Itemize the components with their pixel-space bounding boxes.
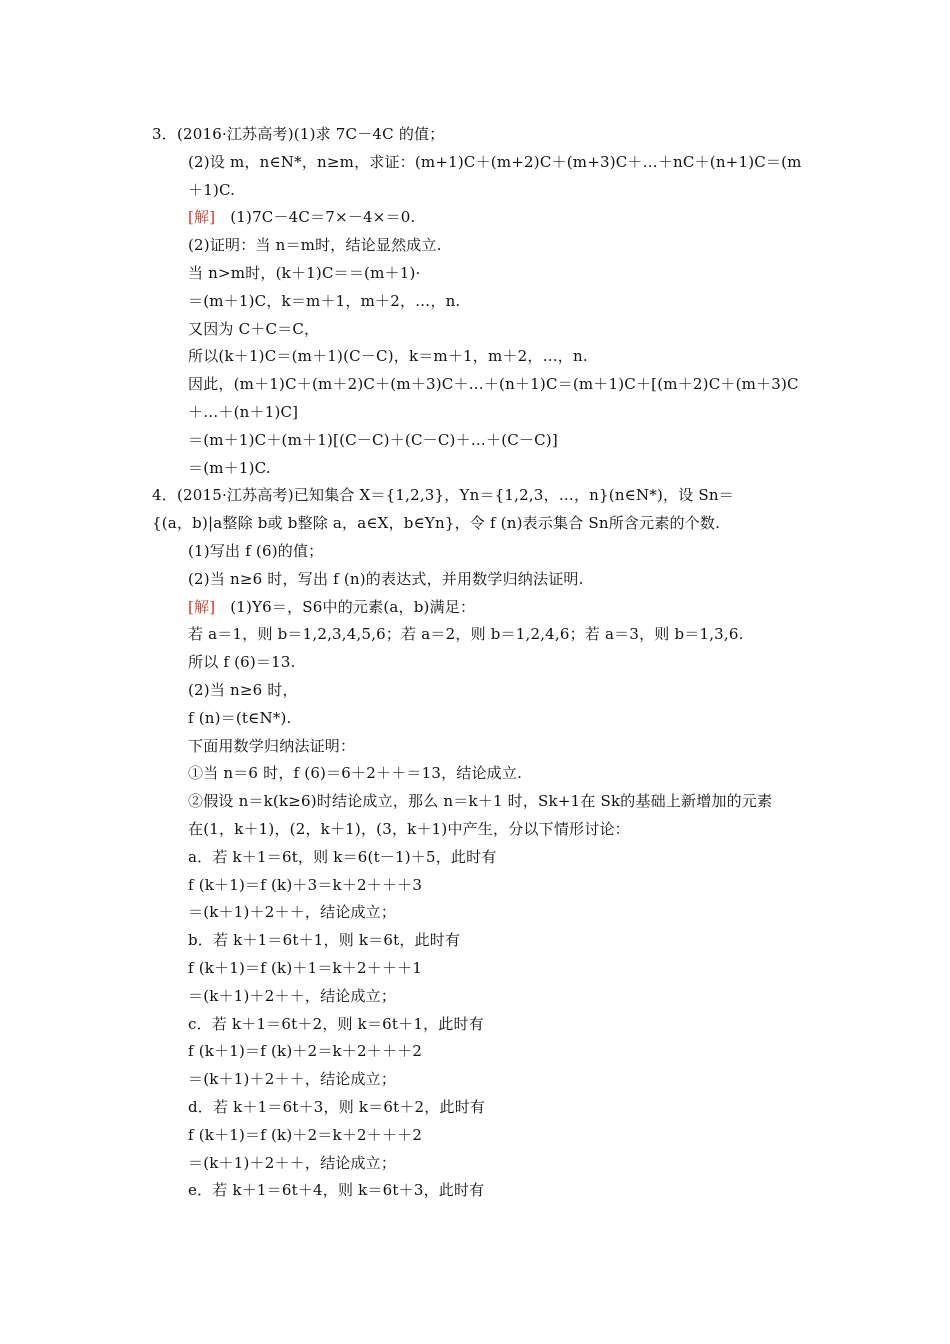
line-text: 下面用数学归纳法证明： [188, 736, 356, 755]
line-text: b．若 k＋1＝6t＋1，则 k＝6t，此时有 [188, 931, 461, 950]
line-text: 因此，(m＋1)C＋(m＋2)C＋(m＋3)C＋…＋(n＋1)C＝(m＋1)C＋[(m＋2)C＋(m＋3)C [188, 375, 799, 394]
line-text: ＝(k＋1)＋2＋＋，结论成立； [188, 1153, 397, 1172]
answer-line [188, 648, 296, 676]
line-text: 若 a＝1，则 b＝1,2,3,4,5,6；若 a＝2，则 b＝1,2,4,6；若 a＝3，则 b＝1,3,6. [188, 625, 744, 644]
line-text: 所以(k＋1)C＝(m＋1)(C－C)，k＝m＋1，m＋2，…，n. [188, 347, 588, 366]
line-text: ＋1)C. [188, 180, 236, 199]
answer-line [188, 676, 298, 704]
line-text: ＝(k＋1)＋2＋＋，结论成立； [188, 903, 397, 922]
line-text: e．若 k＋1＝6t＋4，则 k＝6t＋3，此时有 [188, 1181, 485, 1200]
line-text: ＝(m＋1)C. [188, 458, 271, 477]
answer-line [188, 537, 323, 565]
answer-line [188, 565, 584, 593]
answer-line [188, 1176, 484, 1204]
line-text: f (n)＝(t∈N*). [188, 708, 292, 727]
answer-line [188, 342, 588, 370]
line-text: (2)证明：当 n＝m时，结论显然成立. [188, 236, 442, 255]
answer-line [188, 315, 319, 343]
answer-line [188, 370, 799, 398]
line-text: f (k＋1)＝f (k)＋2＝k＋2＋＋＋2 [188, 1125, 423, 1144]
line-text: ＝(m＋1)C，k＝m＋1，m＋2，…，n. [188, 291, 461, 310]
line-text: f (k＋1)＝f (k)＋2＝k＋2＋＋＋2 [188, 1042, 423, 1061]
line-text: (1)Y6＝，S6中的元素(a，b)满足： [230, 597, 476, 616]
answer-line [188, 620, 744, 648]
answer-line [188, 398, 298, 426]
answer-line [188, 787, 772, 815]
question-line [152, 509, 720, 537]
answer-line [188, 843, 497, 871]
answer-line [188, 259, 420, 287]
line-text: (2)当 n≥6 时，写出 f (n)的表达式，并用数学归纳法证明. [188, 569, 584, 588]
answer-line [188, 1121, 422, 1149]
answer-line [188, 176, 235, 204]
line-text: ＝(k＋1)＋2＋＋，结论成立； [188, 1070, 397, 1089]
line-text: f (k＋1)＝f (k)＋1＝k＋2＋＋＋1 [188, 959, 423, 977]
solution-tag: [解] [188, 208, 216, 227]
line-text: ①当 n＝6 时，f (6)＝6＋2＋＋＝13，结论成立. [188, 764, 523, 783]
line-text: ＝(m＋1)C＋(m＋1)[(C－C)＋(C－C)＋…＋(C－C)] [188, 430, 558, 449]
line-text: a．若 k＋1＝6t，则 k＝6(t－1)＋5，此时有 [188, 847, 497, 866]
answer-line [188, 815, 630, 843]
answer-line [188, 203, 415, 231]
line-text: ②假设 n＝k(k≥6)时结论成立，那么 n＝k＋1 时，Sk+1在 Sk的基础上新增加的元素 [188, 792, 773, 811]
answer-line [188, 426, 558, 454]
line-text: (2)设 m，n∈N*，n≥m，求证：(m+1)C＋(m+2)C＋(m+3)C＋…＋nC＋(n+1)C＝(m [188, 152, 802, 171]
line-text: f (k＋1)＝f (k)＋3＝k＋2＋＋＋3 [188, 875, 423, 894]
solution-tag: [解] [188, 597, 216, 616]
line-text: d．若 k＋1＝6t＋3，则 k＝6t＋2，此时有 [188, 1098, 486, 1116]
answer-line [188, 926, 460, 954]
answer-line [188, 593, 475, 621]
answer-line [188, 231, 442, 259]
answer-line [188, 759, 522, 787]
line-text: 当 n>m时，(k＋1)C＝＝(m＋1)· [188, 264, 421, 282]
line-text: 在(1，k＋1)，(2，k＋1)，(3，k＋1)中产生，分以下情形讨论： [188, 820, 630, 838]
line-text: (1)7C－4C＝7×－4×＝0. [230, 208, 416, 227]
answer-line [188, 148, 802, 176]
line-text: (2)当 n≥6 时， [188, 681, 298, 699]
answer-line [188, 871, 422, 899]
answer-line [188, 287, 460, 315]
answer-line [188, 1065, 396, 1093]
line-text: c．若 k＋1＝6t＋2，则 k＝6t＋1，此时有 [188, 1014, 484, 1033]
answer-line [188, 954, 422, 982]
answer-line [188, 898, 396, 926]
question-line [152, 120, 444, 148]
line-text: 4．(2015·江苏高考)已知集合 X＝{1,2,3}，Yn＝{1,2,3，…，n}(n∈N*)，设 Sn＝ [152, 486, 734, 505]
answer-line [188, 704, 292, 732]
answer-line [188, 1037, 422, 1065]
line-text: 所以 f (6)＝13. [188, 653, 296, 672]
answer-line [188, 1010, 484, 1038]
line-text: ＝(k＋1)＋2＋＋，结论成立； [188, 986, 397, 1005]
line-text: ＋…＋(n＋1)C] [188, 403, 299, 421]
question-line [152, 481, 734, 509]
answer-line [188, 732, 355, 760]
line-text: {(a，b)|a整除 b或 b整除 a，a∈X，b∈Yn}，令 f (n)表示集合 Sn所含元素的个数. [152, 514, 721, 533]
answer-line [188, 1149, 396, 1177]
answer-line [188, 1093, 485, 1121]
answer-line [188, 982, 396, 1010]
line-text: (1)写出 f (6)的值； [188, 542, 324, 560]
line-text: 又因为 C＋C＝C， [188, 319, 320, 338]
line-text: 3．(2016·江苏高考)(1)求 7C－4C 的值； [152, 125, 445, 143]
answer-line [188, 454, 271, 482]
